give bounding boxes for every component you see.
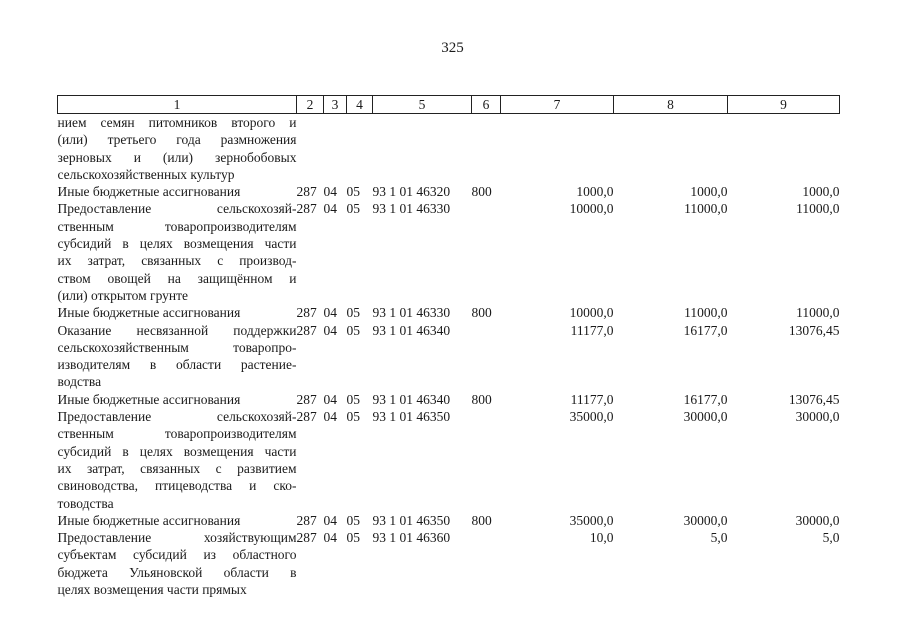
- target-article-cell: 93 1 01 46330: [372, 305, 451, 321]
- amount-year3-cell: 30000,0: [795, 409, 840, 425]
- description-line: Предоставление хозяйствующим: [57, 530, 297, 546]
- description-line: нием семян питомников второго и: [57, 115, 297, 130]
- table-row: [58, 322, 840, 391]
- target-article-cell: 93 1 01 46350: [372, 512, 451, 528]
- subsection-code-cell: 05: [346, 201, 360, 217]
- description-line: зерновых и (или) зернобобовых: [57, 149, 297, 165]
- description-cell: [58, 391, 297, 408]
- subsection-code-cell: 05: [346, 322, 360, 338]
- section-code-cell: 04: [323, 322, 337, 338]
- target-article-cell: 93 1 01 46330: [372, 201, 451, 217]
- ministry-code-cell: 287: [296, 512, 317, 528]
- amount-year2-cell: [614, 114, 728, 184]
- expense-type-cell: [472, 529, 501, 598]
- description-line: сельскохозяйственным товаропро-: [57, 339, 297, 355]
- column-header: 8: [614, 96, 728, 114]
- amount-year2-cell: 16177,0: [683, 391, 728, 407]
- expense-type-cell: 800: [471, 184, 492, 200]
- amount-year1-cell: 10000,0: [569, 201, 614, 217]
- description-cell: [58, 183, 297, 200]
- description-line: ственным товаропроизводителям: [57, 426, 297, 442]
- description-line: Иные бюджетные ассигнования: [57, 305, 241, 321]
- table-row: [58, 200, 840, 304]
- description-line: водства: [57, 374, 102, 390]
- description-cell: [58, 200, 297, 304]
- description-line: Предоставление сельскохозяй-: [57, 409, 297, 425]
- section-code-cell: 04: [323, 409, 337, 425]
- description-cell: [58, 408, 297, 512]
- ministry-code-cell: 287: [296, 391, 317, 407]
- amount-year3-cell: [728, 114, 840, 184]
- description-line: Предоставление сельскохозяй-: [57, 201, 297, 217]
- amount-year3-cell: 13076,45: [788, 391, 840, 407]
- target-article-cell: 93 1 01 46320: [372, 184, 451, 200]
- section-code-cell: 04: [323, 530, 337, 546]
- target-article-cell: 93 1 01 46340: [372, 322, 451, 338]
- column-header: 6: [472, 96, 501, 114]
- column-header: 7: [501, 96, 614, 114]
- ministry-code-cell: 287: [296, 201, 317, 217]
- section-code-cell: [324, 114, 347, 184]
- expense-type-cell: 800: [471, 391, 492, 407]
- table-body: [58, 114, 840, 599]
- subsection-code-cell: 05: [346, 305, 360, 321]
- section-code-cell: 04: [323, 391, 337, 407]
- amount-year3-cell: 5,0: [822, 530, 840, 546]
- amount-year1-cell: 35000,0: [569, 512, 614, 528]
- table-row: [58, 304, 840, 321]
- subsection-code-cell: 05: [346, 184, 360, 200]
- column-header: 4: [347, 96, 373, 114]
- amount-year1-cell: 11177,0: [570, 322, 614, 338]
- description-cell: [58, 322, 297, 391]
- amount-year2-cell: 11000,0: [684, 305, 728, 321]
- description-line: субъектам субсидий из областного: [57, 547, 297, 563]
- subsection-code-cell: 05: [346, 530, 360, 546]
- description-line: свиноводства, птицеводства и ско-: [57, 478, 297, 494]
- expense-type-cell: 800: [471, 305, 492, 321]
- description-cell: [58, 529, 297, 598]
- ministry-code-cell: 287: [296, 530, 317, 546]
- ministry-code-cell: [297, 114, 324, 184]
- description-line: их затрат, связанных с производ-: [57, 253, 297, 269]
- table-header-row: [58, 96, 840, 114]
- description-line: ственным товаропроизводителям: [57, 218, 297, 234]
- description-line: целях возмещения части прямых: [57, 582, 247, 598]
- expense-type-cell: [472, 408, 501, 512]
- column-header: 1: [58, 96, 297, 114]
- subsection-code-cell: 05: [346, 409, 360, 425]
- table-row: [58, 183, 840, 200]
- ministry-code-cell: 287: [296, 184, 317, 200]
- description-line: сельскохозяйственных культур: [57, 166, 235, 182]
- subsection-code-cell: 05: [346, 391, 360, 407]
- amount-year3-cell: 30000,0: [795, 512, 840, 528]
- description-line: бюджета Ульяновской области в: [57, 564, 297, 580]
- ministry-code-cell: 287: [296, 305, 317, 321]
- description-line: изводителям в области растение-: [57, 357, 297, 373]
- target-article-cell: [373, 114, 472, 184]
- amount-year1-cell: 11177,0: [570, 391, 614, 407]
- table-row: [58, 529, 840, 598]
- description-line: Иные бюджетные ассигнования: [57, 184, 241, 200]
- table-row: [58, 391, 840, 408]
- description-line: ством овощей на защищённом и: [57, 270, 297, 286]
- amount-year3-cell: 1000,0: [802, 184, 840, 200]
- target-article-cell: 93 1 01 46340: [372, 391, 451, 407]
- table-row: [58, 512, 840, 529]
- expense-type-cell: [472, 322, 501, 391]
- column-header: 5: [373, 96, 472, 114]
- budget-table: [57, 95, 840, 598]
- section-code-cell: 04: [323, 305, 337, 321]
- description-line: Оказание несвязанной поддержки: [57, 322, 297, 338]
- amount-year1-cell: [501, 114, 614, 184]
- ministry-code-cell: 287: [296, 322, 317, 338]
- expense-type-cell: [472, 200, 501, 304]
- amount-year1-cell: 35000,0: [569, 409, 614, 425]
- description-line: субсидий в целях возмещения части: [57, 236, 297, 252]
- description-line: товодства: [57, 495, 114, 511]
- section-code-cell: 04: [323, 184, 337, 200]
- amount-year3-cell: 11000,0: [796, 201, 840, 217]
- amount-year2-cell: 5,0: [710, 530, 728, 546]
- amount-year2-cell: 16177,0: [683, 322, 728, 338]
- description-cell: [58, 512, 297, 529]
- subsection-code-cell: [347, 114, 373, 184]
- column-header: 9: [728, 96, 840, 114]
- target-article-cell: 93 1 01 46360: [372, 530, 451, 546]
- description-line: субсидий в целях возмещения части: [57, 443, 297, 459]
- amount-year3-cell: 13076,45: [788, 322, 840, 338]
- column-header: 2: [297, 96, 324, 114]
- amount-year2-cell: 11000,0: [684, 201, 728, 217]
- description-line: их затрат, связанных с развитием: [57, 460, 297, 476]
- expense-type-cell: 800: [471, 512, 492, 528]
- page-number: 325: [441, 40, 464, 56]
- ministry-code-cell: 287: [296, 409, 317, 425]
- description-cell: [58, 114, 297, 184]
- table-row: [58, 408, 840, 512]
- section-code-cell: 04: [323, 512, 337, 528]
- subsection-code-cell: 05: [346, 512, 360, 528]
- amount-year2-cell: 30000,0: [683, 512, 728, 528]
- target-article-cell: 93 1 01 46350: [372, 409, 451, 425]
- description-line: (или) третьего года размножения: [57, 132, 297, 148]
- description-line: Иные бюджетные ассигнования: [57, 512, 241, 528]
- expense-type-cell: [472, 114, 501, 184]
- amount-year2-cell: 1000,0: [690, 184, 728, 200]
- amount-year1-cell: 10000,0: [569, 305, 614, 321]
- description-cell: [58, 304, 297, 321]
- amount-year3-cell: 11000,0: [796, 305, 840, 321]
- amount-year1-cell: 10,0: [589, 530, 614, 546]
- description-line: Иные бюджетные ассигнования: [57, 391, 241, 407]
- description-line: (или) открытом грунте: [57, 287, 189, 303]
- column-header: 3: [324, 96, 347, 114]
- amount-year2-cell: 30000,0: [683, 409, 728, 425]
- table-row: [58, 114, 840, 184]
- section-code-cell: 04: [323, 201, 337, 217]
- amount-year1-cell: 1000,0: [576, 184, 614, 200]
